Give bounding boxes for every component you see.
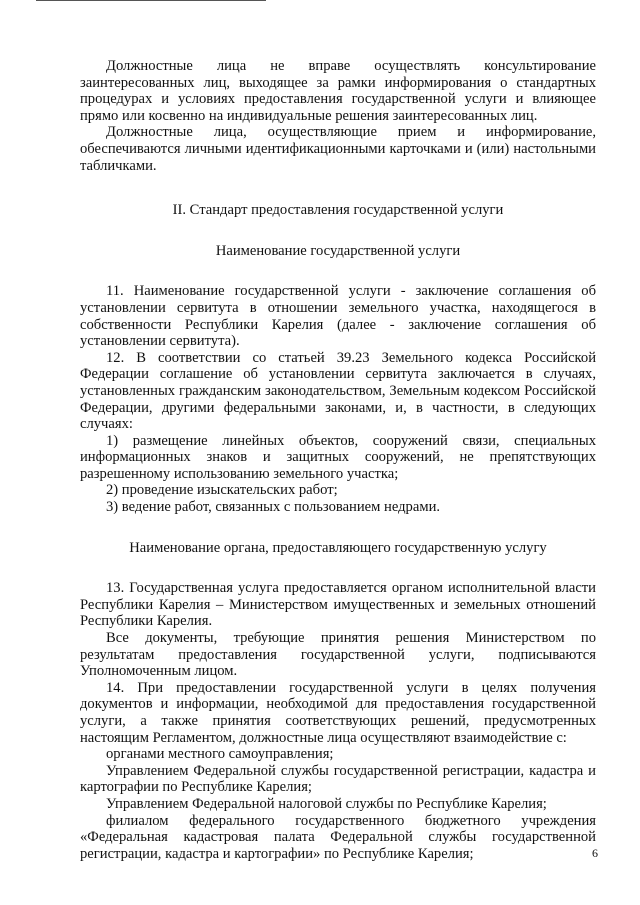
intro-paragraph-1: Должностные лица не вправе осуществлять консультирование заинтересованных лиц, выходящее за рамки информирования о стандартных процедурах и условиях предоставления государственной услуги и влияющее прямо или косвенно на индивидуальные решения заинтересованных лиц. [80,58,596,124]
body-item-4: филиалом федерального государственного бюджетного учреждения «Федеральная кадастровая палата Федеральной службы государственной регистрации, кадастра и картографии» по Республике Карелия; [80,812,596,862]
paragraph-11: 11. Наименование государственной услуги - заключение соглашения об установлении сервитута в отношении земельного участка, находящегося в собственности Республики Карелия (далее - заключение соглашения об установлении сервитута). [80,283,596,350]
page-number: 6 [592,846,598,860]
subtitle-authority: Наименование органа, предоставляющего государственную услугу [129,539,547,556]
case-item-3: 3) ведение работ, связанных с пользованием недрами. [106,499,441,516]
body-item-2: Управлением Федеральной службы государственной регистрации, кадастра и картографии по Республике Карелия; [80,762,596,796]
body-item-3: Управлением Федеральной налоговой службы по Республике Карелия; [106,795,547,812]
intro-paragraph-2: Должностные лица, осуществляющие прием и информирование, обеспечиваются личными идентификационными карточками и (или) настольными табличками. [80,124,596,174]
paragraph-documents: Все документы, требующие принятия решения Министерством по результатам предоставления государственной услуги, подписываются Уполномоченным лицом. [80,630,596,680]
case-item-1: 1) размещение линейных объектов, сооружений связи, специальных информационных знаков и защитных сооружений, не препятствующих разрешенному использованию земельного участка; [80,432,596,482]
body-item-1: органами местного самоуправления; [106,746,334,763]
document-page [80,58,596,862]
top-rule [36,0,266,1]
subtitle-service-name: Наименование государственной услуги [215,242,461,259]
paragraph-12: 12. В соответствии со статьей 39.23 Земельного кодекса Российской Федерации соглашение об установлении сервитута заключается в случаях, установленных гражданским законодательством, Земельным кодексом Российской Федерации, другими федеральными законами, и, в частности, в следующих случаях: [80,349,596,433]
paragraph-13: 13. Государственная услуга предоставляется органом исполнительной власти Республики Карелия – Министерством имущественных и земельных отношений Республики Карелия. [80,580,596,630]
paragraph-14: 14. При предоставлении государственной услуги в целях получения документов и информации, необходимой для предоставления государственной услуги, а также принятия соответствующих решений, предусмотренных настоящим Регламентом, должностные лица осуществляют взаимодействие с: [80,679,596,746]
section-title: II. Стандарт предоставления государственной услуги [172,202,504,219]
case-item-2: 2) проведение изыскательских работ; [106,482,338,499]
